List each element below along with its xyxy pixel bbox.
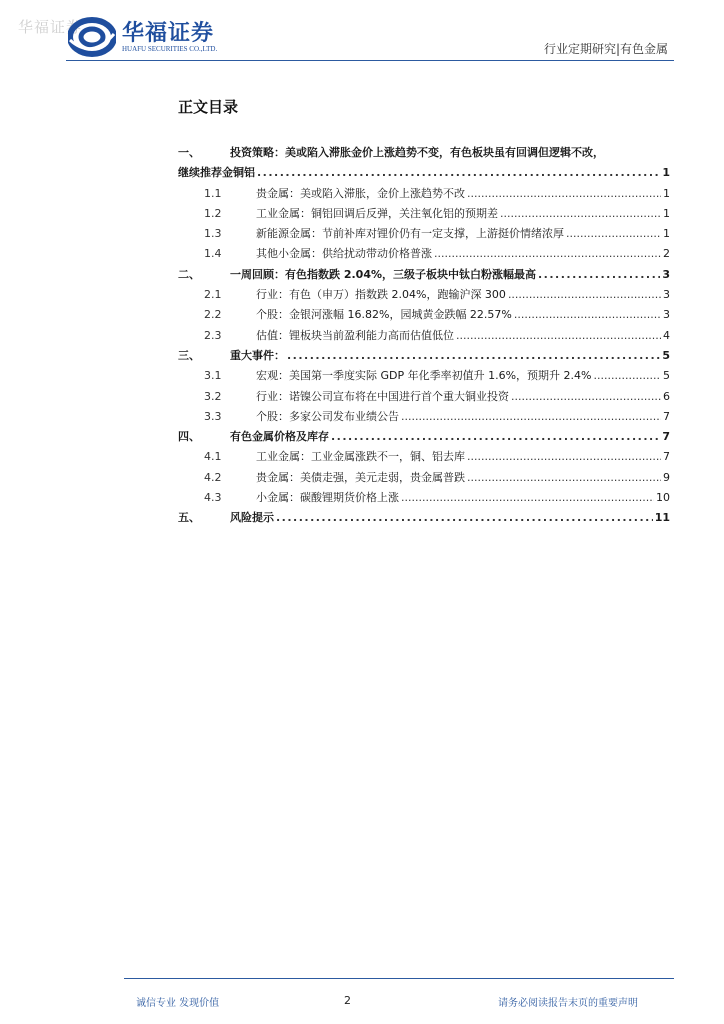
report-category: 行业定期研究|有色金属: [543, 42, 668, 56]
logo-swirl-icon: [68, 16, 116, 58]
toc-page-number: 5: [663, 369, 670, 383]
toc-dot-leader: [538, 265, 660, 285]
toc-page-number: 9: [663, 470, 670, 484]
toc-section-entry[interactable]: [178, 346, 670, 366]
toc-page-number: 10: [656, 491, 670, 505]
toc-subsection-entry[interactable]: [178, 184, 670, 204]
toc-dot-leader: [500, 204, 661, 224]
toc-section-entry[interactable]: [178, 143, 670, 163]
toc-subsection-entry[interactable]: [178, 224, 670, 244]
toc-entry-number: 1.4: [204, 247, 222, 261]
toc-subsection-entry[interactable]: [178, 366, 670, 386]
toc-entry-title: 重大事件：: [230, 348, 285, 362]
toc-entry-number: 三、: [178, 348, 200, 362]
toc-subsection-entry[interactable]: [178, 468, 670, 488]
logo-english-name: HUAFU SECURITIES CO.,LTD.: [122, 45, 218, 53]
footer-divider: [124, 978, 674, 979]
toc-entry-title: 行业：有色（申万）指数跌 2.04%，跑输沪深 300: [256, 288, 506, 302]
toc-page-number: 3: [663, 288, 670, 302]
toc-entry-title: 继续推荐金铜铝: [178, 166, 255, 180]
toc-entry-number: 四、: [178, 430, 200, 444]
toc-subsection-entry[interactable]: [178, 305, 670, 325]
toc-entry-number: 4.1: [204, 450, 222, 464]
toc-section-entry[interactable]: [178, 163, 670, 183]
toc-dot-leader: [287, 346, 660, 366]
toc-entry-number: 4.2: [204, 470, 222, 484]
toc-page-number: 1: [662, 166, 670, 180]
toc-entry-number: 1.2: [204, 206, 222, 220]
toc-entry-number: 3.2: [204, 389, 222, 403]
toc-entry-title: 新能源金属：节前补库对锂价仍有一定支撑，上游挺价情绪浓厚: [256, 227, 564, 241]
toc-entry-number: 2.1: [204, 288, 222, 302]
toc-entry-title: 工业金属：铜铝回调后反弹，关注氧化铝的预期差: [256, 206, 498, 220]
toc-entry-title: 个股：金银河涨幅 16.82%，园城黄金跌幅 22.57%: [256, 308, 512, 322]
toc-entry-title: 工业金属：工业金属涨跌不一，铜、铝去库: [256, 450, 465, 464]
toc-dot-leader: [401, 407, 661, 427]
toc-dot-leader: [467, 184, 661, 204]
toc-subsection-entry[interactable]: [178, 447, 670, 467]
toc-page-number: 7: [662, 430, 670, 444]
toc-page-number: 7: [663, 450, 670, 464]
toc-entry-number: 2.3: [204, 328, 222, 342]
watermark-text: 华福证券: [18, 18, 83, 36]
toc-page-number: 4: [663, 328, 670, 342]
toc-title: 正文目录: [178, 98, 239, 116]
toc-page-number: 1: [663, 186, 670, 200]
toc-entry-title: 一周回顾：有色指数跌 2.04%，三级子板块中钛白粉涨幅最高: [230, 267, 536, 281]
toc-entry-title: 贵金属：美债走强，美元走弱，贵金属普跌: [256, 470, 465, 484]
toc-entry-title: 有色金属价格及库存: [230, 430, 329, 444]
toc-page-number: 3: [663, 308, 670, 322]
toc-subsection-entry[interactable]: [178, 488, 670, 508]
toc-page-number: 5: [662, 348, 670, 362]
toc-dot-leader: [508, 285, 661, 305]
toc-entry-number: 3.3: [204, 409, 222, 423]
footer-disclaimer: 请务必阅读报告末页的重要声明: [498, 998, 638, 1009]
toc-entry-number: 五、: [178, 511, 200, 525]
toc-page-number: 1: [663, 227, 670, 241]
toc-page-number: 6: [663, 389, 670, 403]
toc-entry-title: 小金属：碳酸锂期货价格上涨: [256, 491, 399, 505]
toc-dot-leader: [467, 468, 661, 488]
toc-dot-leader: [566, 224, 661, 244]
toc-page-number: 11: [654, 511, 670, 525]
toc-subsection-entry[interactable]: [178, 407, 670, 427]
toc-page-number: 1: [663, 206, 670, 220]
toc-entry-title: 个股：多家公司发布业绩公告: [256, 409, 399, 423]
toc-page-number: 3: [662, 267, 670, 281]
toc-entry-title: 行业：诺镍公司宣布将在中国进行首个重大铜业投资: [256, 389, 509, 403]
toc-dot-leader: [467, 447, 661, 467]
toc-subsection-entry[interactable]: [178, 326, 670, 346]
toc-subsection-entry[interactable]: [178, 244, 670, 264]
toc-entry-number: 2.2: [204, 308, 222, 322]
toc-dot-leader: [514, 305, 661, 325]
toc-page-number: 2: [663, 247, 670, 261]
toc-entry-number: 二、: [178, 267, 200, 281]
toc-page-number: 7: [663, 409, 670, 423]
toc-dot-leader: [276, 508, 653, 528]
toc-subsection-entry[interactable]: [178, 285, 670, 305]
toc-dot-leader: [434, 244, 661, 264]
toc-section-entry[interactable]: [178, 508, 670, 528]
toc-dot-leader: [456, 326, 661, 346]
toc-subsection-entry[interactable]: [178, 204, 670, 224]
toc-section-entry[interactable]: [178, 265, 670, 285]
toc-dot-leader: [511, 387, 661, 407]
toc-dot-leader: [257, 163, 660, 183]
footer-slogan: 诚信专业 发现价值: [136, 998, 220, 1009]
toc-dot-leader: [401, 488, 654, 508]
toc-dot-leader: [594, 366, 661, 386]
header-divider: [66, 60, 674, 61]
toc-entry-title: 风险提示: [230, 511, 274, 525]
toc-entry-number: 一、: [178, 146, 200, 159]
toc-entry-title: 贵金属：美或陷入滞胀，金价上涨趋势不改: [256, 186, 465, 200]
toc-section-entry[interactable]: [178, 427, 670, 447]
company-logo: [68, 16, 248, 60]
page-number: 2: [344, 994, 351, 1007]
toc-entry-number: 1.1: [204, 186, 222, 200]
toc-entry-number: 1.3: [204, 227, 222, 241]
toc-entry-title: 估值：锂板块当前盈利能力高而估值低位: [256, 328, 454, 342]
toc-entry-number: 4.3: [204, 491, 222, 505]
table-of-contents: [178, 143, 670, 529]
toc-dot-leader: [331, 427, 660, 447]
logo-chinese-name: 华福证券: [122, 20, 215, 46]
toc-entry-title: 宏观：美国第一季度实际 GDP 年化季率初值升 1.6%，预期升 2.4%: [256, 369, 592, 383]
toc-subsection-entry[interactable]: [178, 387, 670, 407]
toc-entry-title: 投资策略：美或陷入滞胀金价上涨趋势不变，有色板块虽有回调但逻辑不改，: [230, 146, 604, 159]
toc-entry-number: 3.1: [204, 369, 222, 383]
toc-entry-title: 其他小金属：供给扰动带动价格普涨: [256, 247, 432, 261]
